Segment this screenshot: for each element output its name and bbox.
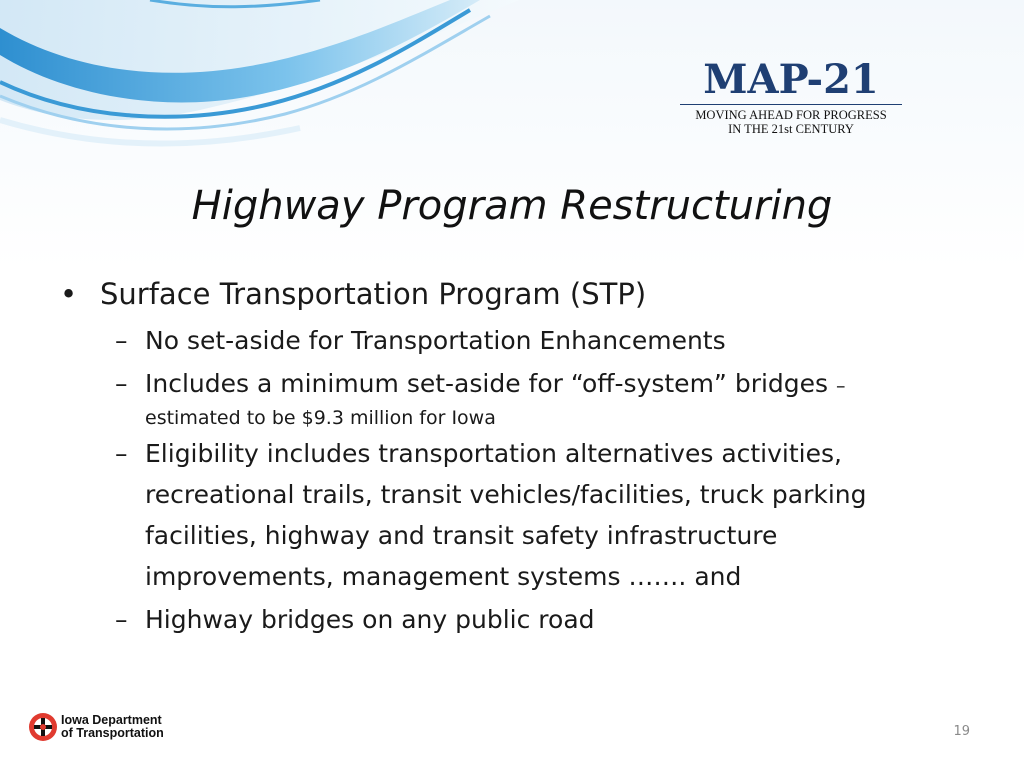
sub-item-eligibility (115, 433, 960, 597)
iowa-dot-line1: Iowa Department (61, 713, 162, 727)
sub-item-highway-bridges (115, 599, 960, 640)
bullet-stp (60, 276, 960, 312)
iowa-dot-line2: of Transportation (61, 726, 164, 740)
page-number: 19 (953, 724, 970, 739)
sub-item-dash: – (836, 375, 846, 397)
sub-item-text: No set-aside for Transportation Enhancements (145, 326, 726, 355)
sub-item-marker: – (115, 605, 128, 634)
sub-item-marker: – (115, 369, 128, 398)
sub-item-text: Includes a minimum set-aside for “off-system” bridges (145, 369, 829, 398)
slide-content (60, 276, 960, 642)
bullet-marker: • (60, 277, 78, 311)
sub-item-body (145, 363, 935, 431)
iowa-dot-emblem-icon (28, 712, 58, 742)
sub-item-note: estimated to be $9.3 million for Iowa (145, 407, 496, 429)
map21-logo-subtitle-1: MOVING AHEAD FOR PROGRESS (695, 108, 887, 122)
map21-logo-rule (680, 104, 902, 105)
map21-logo (680, 58, 902, 136)
iowa-dot-wordmark (61, 714, 164, 740)
sub-item-no-set-aside (115, 320, 960, 361)
sub-item-text: Highway bridges on any public road (145, 605, 595, 634)
sub-item-marker: – (115, 439, 128, 468)
sub-item-text: Eligibility includes transportation alternatives activities, recreational trails, transit vehicles/facilities, truck parking facilities, highway and transit safety infrastructure improvements, management systems ……. and (145, 439, 867, 591)
map21-logo-subtitle-2: IN THE 21st CENTURY (728, 122, 854, 136)
bullet-text: Surface Transportation Program (STP) (100, 277, 647, 311)
sub-item-marker: – (115, 326, 128, 355)
sub-item-off-system-bridges (115, 363, 960, 431)
iowa-dot-logo (28, 712, 164, 742)
map21-logo-title: MAP-21 (703, 56, 879, 103)
slide-title: Highway Program Restructuring (191, 183, 833, 229)
